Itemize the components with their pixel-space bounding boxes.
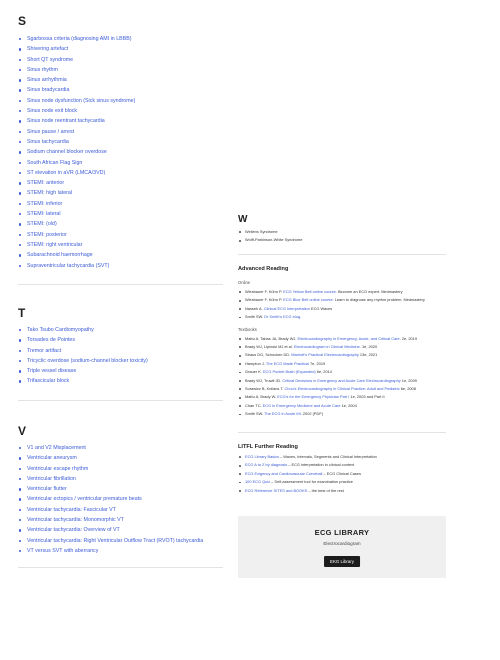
reference-link[interactable]: ECG A to Z by diagnosis [245, 462, 288, 468]
reference-item [238, 402, 448, 410]
reference-item [238, 410, 448, 418]
reference-author: Wiesbauer F, Kühn P. [245, 297, 284, 303]
divider [18, 567, 223, 568]
divider [238, 254, 446, 255]
divider [238, 432, 446, 433]
diagnosis-link[interactable]: Ventricular tachycardia: Monomorphic VT [18, 515, 223, 525]
reference-link[interactable]: The ECG in Acute MI [264, 411, 301, 417]
diagnosis-link[interactable]: Sodium channel blocker overdose [18, 147, 223, 157]
reference-item [238, 351, 448, 359]
reference-item [238, 453, 448, 461]
reference-link[interactable]: Electrocardiography in Emergency, Acute, and Critical Care [297, 335, 400, 341]
reference-author: Wiesbauer F, Kühn P. [245, 289, 284, 294]
diagnosis-link[interactable]: Ventricular tachycardia: Overview of VT [18, 525, 223, 535]
section-letter: W [238, 214, 248, 225]
further-reading-list [238, 453, 448, 495]
reference-link[interactable]: Electrocardiogram in Clinical Medicine [293, 344, 360, 350]
textbook-reference-list [238, 335, 448, 419]
diagnosis-link[interactable]: Short QT syndrome [18, 55, 223, 65]
diagnosis-link[interactable]: Sinus arrhythmia [18, 75, 223, 85]
reference-item [238, 288, 448, 296]
reference-item [238, 487, 448, 495]
reference-link[interactable]: The ECG Made Practical [265, 360, 309, 366]
reference-item [238, 296, 448, 304]
reference-detail: – Waves, Intervals, Segments and Clinical Interpretation [278, 454, 377, 459]
ekg-library-button[interactable]: EKG Library [324, 556, 360, 567]
reference-detail: 1e, 2009 [400, 377, 417, 383]
diagnosis-link[interactable]: VT versus SVT with aberrancy [18, 546, 223, 556]
section-letter: V [18, 424, 27, 438]
diagnosis-link[interactable]: STEMI: high lateral [18, 188, 223, 198]
reference-detail: : Learn to diagnose any rhythm problem. Medmastery [332, 297, 425, 303]
reference-author: Surawicz B, Knilans T. [245, 386, 285, 392]
reference-detail: – Self-assessment tool for examination practice [270, 479, 353, 485]
section-v [18, 424, 223, 556]
diagnosis-link[interactable]: Tricyclic overdose (sodium-channel blocker toxicity) [18, 356, 223, 366]
reference-detail: . 1e, 2020 [359, 344, 378, 350]
diagnosis-link[interactable]: Tremor artifact [18, 346, 223, 356]
diagnosis-list [18, 443, 223, 556]
reference-link[interactable]: ECG's for the Emergency Physician Part I [277, 394, 350, 400]
diagnosis-link[interactable]: Ventricular tachycardia: Fascicular VT [18, 505, 223, 515]
section-s [18, 14, 223, 271]
diagnosis-link[interactable]: Ventricular flutter [18, 484, 223, 494]
ecg-library-card [238, 516, 446, 578]
section-letter: T [18, 306, 26, 320]
reference-author: Hampton J. [245, 360, 266, 366]
reference-item [238, 377, 448, 385]
reference-link[interactable]: ECG Blue Belt online course [283, 297, 333, 303]
reference-link[interactable]: Dr Smith's ECG blog [264, 314, 301, 320]
diagnosis-link[interactable]: Torsades de Pointes [18, 335, 223, 345]
advanced-reading-heading: Advanced Reading [238, 266, 289, 272]
reference-detail: 6e, 2014 [315, 369, 332, 375]
reference-detail: – the best of the rest [307, 487, 344, 493]
reference-detail: . 2002 (PDF) [300, 411, 323, 417]
reference-author: Nasseh A. [245, 305, 264, 311]
diagnosis-link[interactable]: Trifascicular block [18, 376, 223, 386]
reference-detail: 1e, 2004 [340, 402, 357, 408]
diagnosis-link[interactable]: ST elevation in aVR (LMCA/3VD) [18, 168, 223, 178]
reference-item [238, 461, 448, 469]
diagnosis-link[interactable]: Sinus bradycardia [18, 85, 223, 95]
diagnosis-link[interactable]: Sinus node reentrant tachycardia [18, 116, 223, 126]
advanced-reading [238, 266, 448, 419]
diagnosis-link[interactable]: Ventricular tachycardia: Right Ventricular Outflow Tract (RVOT) tachycardia [18, 536, 223, 546]
diagnosis-link[interactable]: STEMI: anterior [18, 178, 223, 188]
diagnosis-link[interactable]: Sinus tachycardia [18, 137, 223, 147]
reference-detail: 1e, 2003 and Part II [349, 394, 385, 400]
reference-link[interactable]: ECG Reference SITES and BOOKS [245, 487, 308, 493]
reference-item [238, 305, 448, 313]
reference-author: Mattu A, Tabas JA, Brady WJ. [245, 335, 298, 341]
reference-link[interactable]: ECG Exigency and Cardiovascular Curveball [245, 470, 323, 476]
divider [18, 400, 223, 401]
section-w [238, 214, 448, 245]
section-t [18, 306, 223, 387]
reference-item [238, 478, 448, 486]
reference-link[interactable]: ECG Pocket Brain (Expanded) [262, 369, 316, 375]
diagnosis-link[interactable]: Subarachnoid haemorrhage [18, 250, 223, 260]
reference-author: Chan TC. [245, 402, 263, 408]
diagnosis-link[interactable]: Ventricular fibrillation [18, 474, 223, 484]
diagnosis-link[interactable]: Wellens Syndrome [238, 228, 448, 236]
diagnosis-link[interactable]: STEMI: right ventricular [18, 240, 223, 250]
diagnosis-link[interactable]: STEMI: inferior [18, 199, 223, 209]
reference-item [238, 368, 448, 376]
textbooks-label: Textbooks [238, 326, 257, 332]
reference-detail: . 2e, 2019 [399, 335, 418, 341]
diagnosis-list [18, 325, 223, 387]
reference-detail: . Become an ECG expert. Medmastery [335, 289, 403, 294]
diagnosis-link[interactable]: Ventricular aneurysm [18, 453, 223, 463]
diagnosis-link[interactable]: Supraventricular tachycardia (SVT) [18, 261, 223, 271]
diagnosis-link[interactable]: South African Flag Sign [18, 158, 223, 168]
divider [18, 284, 223, 285]
diagnosis-link[interactable]: Wolff-Parkinson-White Syndrome [238, 236, 448, 244]
reference-link[interactable]: ECG Library Basics [245, 454, 279, 459]
reference-detail: 6e, 2008 [399, 386, 416, 392]
reference-item [238, 335, 448, 343]
reference-link[interactable]: Marriott's Practical Electrocardiography [291, 352, 359, 358]
card-title: ECG LIBRARY [314, 528, 370, 537]
reference-author: Grauer K. [245, 369, 263, 375]
reference-author: Smith SW. [245, 314, 265, 320]
reference-author: Brady WJ, Truwit JD. [245, 377, 283, 383]
diagnosis-link[interactable]: Tako Tsubo Cardiomyopathy [18, 325, 223, 335]
reference-author: Straus DG, Schocken DD. [245, 352, 292, 358]
section-letter: S [18, 14, 27, 28]
reference-detail: 7e, 2019 [308, 360, 326, 366]
reference-detail: . [300, 314, 302, 320]
diagnosis-link[interactable]: Sgarbossa criteria (diagnosing AMI in LBBB) [18, 34, 223, 44]
reference-author: Brady WJ, Lipinski MJ et al. [245, 344, 294, 350]
card-subtitle: Electrocardiogram [323, 541, 361, 546]
reference-detail: ECG Waves [309, 305, 333, 311]
reference-link[interactable]: ECG in Emergency Medicine and Acute Care [262, 402, 341, 408]
online-reference-list [238, 288, 448, 322]
diagnosis-link[interactable]: Sinus pause / arrest [18, 127, 223, 137]
reference-item [238, 313, 448, 321]
reference-item [238, 343, 448, 351]
diagnosis-link[interactable]: Sinus node dysfunction (Sick sinus syndrome) [18, 96, 223, 106]
reference-detail: – ECG interpretation in clinical context [287, 462, 355, 468]
diagnosis-list [238, 228, 448, 245]
diagnosis-link[interactable]: Ventricular escape rhythm [18, 464, 223, 474]
further-reading-heading: LITFL Further Reading [238, 444, 298, 450]
reference-detail: 13e, 2021 [358, 352, 378, 358]
diagnosis-link[interactable]: Sinus node exit block [18, 106, 223, 116]
diagnosis-link[interactable]: Ventricular ectopics / ventricular premature beats [18, 494, 223, 504]
reference-author: Smith SW. [245, 411, 265, 417]
reference-link[interactable]: 100 ECG Quiz [245, 479, 271, 485]
diagnosis-link[interactable]: STEMI: posterior [18, 230, 223, 240]
diagnosis-list [18, 34, 223, 271]
online-label: Online [238, 280, 251, 285]
reference-link[interactable]: Chou's Electrocardiography in Clinical Practice: Adult and Pediatric [284, 386, 400, 392]
diagnosis-link[interactable]: Shivering artefact [18, 44, 223, 54]
reference-item [238, 360, 448, 368]
reference-link[interactable]: Critical Decisions in Emergency and Acute Care Electrocardiography [282, 377, 401, 383]
reference-item [238, 470, 448, 478]
diagnosis-link[interactable]: STEMI: (old) [18, 219, 223, 229]
reference-detail: – ECG Clinical Cases [322, 470, 361, 476]
reference-link[interactable]: Clinical ECG Interpretation [263, 305, 310, 311]
reference-item [238, 393, 448, 401]
diagnosis-link[interactable]: STEMI: lateral [18, 209, 223, 219]
further-reading [238, 444, 448, 495]
diagnosis-link[interactable]: V1 and V2 Misplacement [18, 443, 223, 453]
diagnosis-link[interactable]: Sinus rhythm [18, 65, 223, 75]
diagnosis-link[interactable]: Triple vessel disease [18, 366, 223, 376]
reference-item [238, 385, 448, 393]
reference-link[interactable]: ECG Yellow Belt online course [283, 289, 336, 294]
reference-author: Mattu A, Brady W. [245, 394, 278, 400]
